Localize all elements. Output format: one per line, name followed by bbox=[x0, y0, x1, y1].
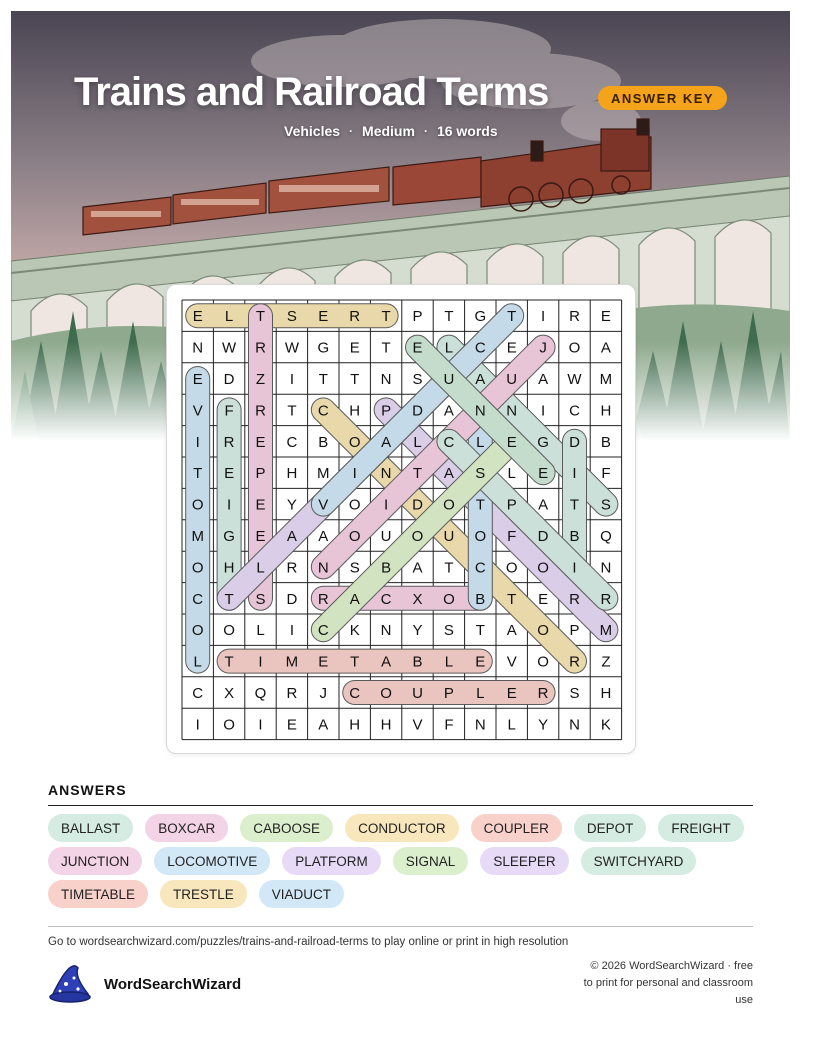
grid-letter[interactable]: I bbox=[289, 622, 294, 640]
grid-letter[interactable]: A bbox=[506, 622, 517, 640]
grid-letter[interactable]: P bbox=[381, 402, 392, 420]
grid-letter[interactable]: L bbox=[507, 716, 516, 734]
grid-letter[interactable]: O bbox=[568, 339, 581, 357]
grid-letter[interactable]: C bbox=[192, 685, 204, 702]
brand-name: WordSearchWizard bbox=[104, 975, 242, 993]
grid-letter[interactable]: A bbox=[286, 528, 297, 545]
grid-letter[interactable]: S bbox=[412, 371, 423, 388]
answers-list bbox=[48, 814, 753, 908]
grid-letter[interactable]: T bbox=[350, 371, 360, 388]
grid-letter[interactable]: E bbox=[349, 339, 360, 357]
grid-letter[interactable]: E bbox=[475, 653, 486, 671]
grid-letter[interactable]: T bbox=[318, 371, 328, 388]
answer-word-pill: LOCOMOTIVE bbox=[154, 847, 270, 875]
grid-letter[interactable]: S bbox=[475, 465, 486, 483]
grid-letter[interactable]: T bbox=[412, 465, 423, 483]
grid-letter[interactable]: E bbox=[538, 465, 549, 483]
grid-letter[interactable]: L bbox=[413, 433, 422, 451]
grid-letter[interactable]: R bbox=[255, 339, 266, 357]
puzzle-meta bbox=[284, 123, 498, 139]
grid-letter[interactable]: T bbox=[507, 590, 517, 608]
difficulty-label: Medium bbox=[362, 123, 415, 139]
grid-letter[interactable]: T bbox=[381, 339, 391, 357]
grid-letter[interactable]: E bbox=[506, 339, 517, 357]
footer-link-text[interactable]: Go to wordsearchwizard.com/puzzles/trains-and-railroad-terms to play online or print in high resolution bbox=[48, 936, 569, 948]
grid-letter[interactable]: H bbox=[286, 465, 298, 483]
grid-letter[interactable]: O bbox=[443, 590, 455, 608]
grid-letter[interactable]: L bbox=[507, 465, 516, 483]
grid-letter[interactable]: O bbox=[348, 528, 361, 545]
grid-letter[interactable]: G bbox=[317, 339, 330, 357]
grid-lines bbox=[182, 300, 622, 740]
separator-dot: · bbox=[423, 124, 428, 138]
grid-letter[interactable]: N bbox=[380, 465, 392, 483]
grid-letter[interactable]: L bbox=[193, 653, 202, 671]
grid-letter[interactable]: S bbox=[600, 496, 611, 514]
grid-letter[interactable]: P bbox=[443, 685, 454, 702]
grid-letter[interactable]: B bbox=[381, 559, 392, 577]
grid-letter[interactable]: D bbox=[286, 590, 298, 608]
grid-letter[interactable]: G bbox=[537, 433, 549, 451]
grid-letter[interactable]: O bbox=[223, 716, 235, 734]
grid-letter[interactable]: I bbox=[384, 496, 389, 514]
grid-letter[interactable]: B bbox=[412, 653, 423, 671]
grid-letter[interactable]: Q bbox=[600, 528, 612, 545]
grid-letter[interactable]: T bbox=[507, 308, 517, 326]
grid-letter[interactable]: R bbox=[349, 308, 361, 326]
grid-letter[interactable]: I bbox=[541, 402, 546, 420]
grid-letter[interactable]: C bbox=[317, 622, 329, 640]
grid-letter[interactable]: R bbox=[317, 590, 329, 608]
grid-letter[interactable]: B bbox=[318, 433, 329, 451]
grid-letter[interactable]: K bbox=[349, 622, 360, 640]
grid-letter[interactable]: C bbox=[349, 685, 361, 702]
grid-letter[interactable]: W bbox=[567, 371, 582, 388]
grid-letter[interactable]: V bbox=[412, 716, 423, 734]
grid-letter[interactable]: Z bbox=[255, 371, 266, 388]
grid-letter[interactable]: A bbox=[318, 528, 329, 545]
answer-word-pill: BALLAST bbox=[48, 814, 133, 842]
grid-letter[interactable]: W bbox=[284, 339, 299, 357]
divider bbox=[48, 805, 753, 806]
grid-letter[interactable]: T bbox=[569, 496, 580, 514]
answer-word-pill: COUPLER bbox=[471, 814, 562, 842]
grid-letter[interactable]: J bbox=[319, 685, 328, 702]
grid-letter[interactable]: L bbox=[224, 308, 234, 326]
grid-letter[interactable]: I bbox=[258, 716, 263, 734]
grid-letter[interactable]: T bbox=[444, 559, 454, 577]
grid-letter[interactable]: U bbox=[443, 371, 455, 388]
grid-letter[interactable]: O bbox=[443, 496, 455, 514]
grid-letter[interactable]: P bbox=[255, 465, 266, 483]
answer-word-pill: CONDUCTOR bbox=[345, 814, 459, 842]
grid-letter[interactable]: T bbox=[475, 496, 485, 514]
puzzle-card bbox=[166, 284, 636, 754]
grid-letter[interactable]: W bbox=[222, 339, 237, 357]
divider bbox=[48, 926, 753, 927]
grid-letter[interactable]: H bbox=[349, 716, 361, 734]
answer-word-pill: TRESTLE bbox=[160, 880, 247, 908]
grid-letter[interactable]: N bbox=[192, 339, 204, 357]
grid-letter[interactable]: J bbox=[539, 339, 547, 357]
grid-letter[interactable]: P bbox=[412, 308, 423, 326]
grid-letter[interactable]: I bbox=[195, 433, 200, 451]
grid-letter[interactable]: P bbox=[506, 496, 517, 514]
grid-letter[interactable]: N bbox=[506, 402, 518, 420]
grid-letter[interactable]: S bbox=[286, 308, 297, 326]
grid-letter[interactable]: S bbox=[349, 559, 360, 577]
grid-letter[interactable]: R bbox=[286, 559, 298, 577]
grid-letter[interactable]: O bbox=[348, 496, 361, 514]
answers-heading: ANSWERS bbox=[48, 782, 127, 798]
grid-letter[interactable]: R bbox=[569, 308, 580, 326]
grid-letter[interactable]: X bbox=[412, 590, 423, 608]
grid-letter[interactable]: H bbox=[349, 402, 361, 420]
grid-letter[interactable]: Y bbox=[286, 496, 297, 514]
grid-letter[interactable]: U bbox=[412, 685, 423, 702]
grid-letter[interactable]: A bbox=[443, 465, 454, 483]
grid-letter[interactable]: I bbox=[572, 559, 577, 577]
grid-letter[interactable]: U bbox=[380, 528, 392, 545]
grid-letter[interactable]: I bbox=[541, 308, 546, 326]
grid-letter[interactable]: E bbox=[318, 653, 329, 671]
grid-letter[interactable]: M bbox=[317, 465, 330, 483]
grid-letter[interactable]: A bbox=[538, 496, 549, 514]
grid-letter[interactable]: C bbox=[192, 590, 204, 608]
grid-letter[interactable]: F bbox=[224, 402, 234, 420]
grid-letter[interactable]: L bbox=[256, 622, 265, 640]
grid-letter[interactable]: O bbox=[191, 559, 204, 577]
answer-word-pill: CABOOSE bbox=[240, 814, 333, 842]
grid-letter[interactable]: Z bbox=[601, 653, 611, 671]
grid-letter[interactable]: A bbox=[381, 653, 392, 671]
grid-letter[interactable]: C bbox=[443, 433, 455, 451]
grid-letter[interactable]: A bbox=[443, 402, 454, 420]
grid-letter[interactable]: A bbox=[475, 371, 486, 388]
answer-word-pill: DEPOT bbox=[574, 814, 647, 842]
grid-letter[interactable]: R bbox=[569, 590, 580, 608]
grid-letter[interactable]: R bbox=[600, 590, 612, 608]
category-label: Vehicles bbox=[284, 123, 341, 139]
grid-letter[interactable]: H bbox=[600, 402, 612, 420]
grid-letter[interactable]: T bbox=[224, 590, 234, 608]
grid-letter[interactable]: L bbox=[476, 433, 485, 451]
grid-letter[interactable]: L bbox=[444, 653, 454, 671]
grid-letter[interactable]: A bbox=[600, 339, 611, 357]
grid-letter[interactable]: R bbox=[569, 653, 580, 671]
answer-word-pill: BOXCAR bbox=[145, 814, 228, 842]
grid-letter[interactable]: B bbox=[475, 590, 486, 608]
separator-dot: · bbox=[349, 124, 354, 138]
grid-letter[interactable]: S bbox=[255, 590, 266, 608]
grid-letter[interactable]: V bbox=[192, 402, 203, 420]
grid-letter[interactable]: E bbox=[255, 528, 266, 545]
grid-letter[interactable]: T bbox=[287, 402, 297, 420]
grid-letter[interactable]: I bbox=[572, 465, 577, 483]
grid-letter[interactable]: O bbox=[191, 622, 204, 640]
grid-letter[interactable]: D bbox=[223, 371, 235, 388]
grid-letter[interactable]: E bbox=[255, 496, 266, 514]
grid-letter[interactable]: V bbox=[318, 496, 329, 514]
grid-letter[interactable]: H bbox=[380, 716, 392, 734]
answer-word-pill: SIGNAL bbox=[393, 847, 469, 875]
grid-letter[interactable]: C bbox=[474, 559, 486, 577]
grid-letter[interactable]: Q bbox=[254, 685, 267, 702]
grid-letter[interactable]: I bbox=[289, 371, 294, 388]
grid-letter[interactable]: N bbox=[569, 716, 580, 734]
grid-letter[interactable]: V bbox=[506, 653, 517, 671]
grid-letter[interactable]: E bbox=[600, 308, 611, 326]
answer-key-badge: ANSWER KEY bbox=[598, 86, 727, 110]
grid-letter[interactable]: E bbox=[224, 465, 235, 483]
grid-letter[interactable]: E bbox=[255, 433, 266, 451]
grid-letter[interactable]: Y bbox=[538, 716, 549, 734]
grid-letter[interactable]: E bbox=[286, 716, 297, 734]
grid-letter[interactable]: E bbox=[506, 433, 517, 451]
grid-letter[interactable]: O bbox=[474, 528, 487, 545]
grid-letter[interactable]: X bbox=[224, 685, 235, 702]
grid-letter[interactable]: E bbox=[192, 308, 203, 326]
grid-letter[interactable]: E bbox=[318, 308, 329, 326]
answer-word-pill: PLATFORM bbox=[282, 847, 381, 875]
answer-word-pill: FREIGHT bbox=[658, 814, 743, 842]
grid-letter[interactable]: G bbox=[223, 528, 235, 545]
grid-letter[interactable]: B bbox=[569, 528, 580, 545]
page-title: Trains and Railroad Terms bbox=[74, 70, 549, 114]
grid-letter[interactable]: F bbox=[444, 716, 454, 734]
brand[interactable] bbox=[48, 964, 241, 1004]
word-search-grid[interactable] bbox=[167, 285, 635, 753]
grid-letter[interactable]: T bbox=[255, 308, 266, 326]
grid-letter[interactable]: O bbox=[380, 685, 392, 702]
grid-letter[interactable]: C bbox=[380, 590, 392, 608]
wizard-hat-icon bbox=[48, 964, 92, 1004]
answer-word-pill: SWITCHYARD bbox=[581, 847, 697, 875]
grid-letter[interactable]: C bbox=[474, 339, 486, 357]
grid-letter[interactable]: I bbox=[195, 716, 200, 734]
grid-letter[interactable]: D bbox=[412, 402, 423, 420]
grid-letter[interactable]: U bbox=[443, 528, 455, 545]
grid-letter[interactable]: R bbox=[255, 402, 266, 420]
grid-letter[interactable]: C bbox=[569, 402, 580, 420]
grid-letter[interactable]: L bbox=[476, 685, 485, 702]
answer-word-pill: SLEEPER bbox=[480, 847, 568, 875]
grid-letter[interactable]: D bbox=[412, 496, 423, 514]
answer-word-pill: TIMETABLE bbox=[48, 880, 148, 908]
grid-letter[interactable]: H bbox=[600, 685, 612, 702]
grid-letter[interactable]: O bbox=[505, 559, 518, 577]
grid-letter[interactable]: E bbox=[506, 685, 517, 702]
grid-letter[interactable]: N bbox=[474, 402, 486, 420]
grid-letter[interactable]: R bbox=[223, 433, 235, 451]
grid-letter[interactable]: N bbox=[380, 622, 392, 640]
grid-letter[interactable]: N bbox=[317, 559, 329, 577]
grid-letter[interactable]: S bbox=[569, 685, 580, 702]
copyright-text: © 2026 WordSearchWizard · free to print for personal and classroom use bbox=[583, 960, 753, 1006]
grid-letter[interactable]: O bbox=[223, 622, 235, 640]
grid-letter[interactable]: A bbox=[538, 371, 549, 388]
grid-letter[interactable]: E bbox=[412, 339, 423, 357]
grid-letter[interactable]: T bbox=[475, 622, 485, 640]
grid-letter[interactable]: E bbox=[192, 371, 203, 388]
grid-letter[interactable]: N bbox=[600, 559, 612, 577]
grid-letter[interactable]: I bbox=[227, 496, 232, 514]
grid-letter[interactable]: Y bbox=[412, 622, 423, 640]
grid-letter[interactable]: R bbox=[286, 685, 298, 702]
answer-word-pill: VIADUCT bbox=[259, 880, 344, 908]
grid-letter[interactable]: O bbox=[537, 653, 549, 671]
grid-letter[interactable]: F bbox=[507, 528, 517, 545]
grid-letter[interactable]: A bbox=[349, 590, 360, 608]
grid-letter[interactable]: E bbox=[538, 590, 549, 608]
grid-letter[interactable]: H bbox=[223, 559, 235, 577]
grid-letter[interactable]: O bbox=[348, 433, 361, 451]
grid-letter[interactable]: T bbox=[381, 308, 391, 326]
grid-letter[interactable]: L bbox=[444, 339, 454, 357]
grid-letter[interactable]: A bbox=[412, 559, 423, 577]
grid-letter[interactable]: M bbox=[285, 653, 299, 671]
grid-letter[interactable]: D bbox=[537, 528, 549, 545]
grid-letter[interactable]: U bbox=[506, 371, 518, 388]
grid-letter[interactable]: P bbox=[569, 622, 580, 640]
grid-letter[interactable]: O bbox=[411, 528, 424, 545]
grid-letter[interactable]: O bbox=[537, 559, 549, 577]
grid-letter[interactable]: L bbox=[256, 559, 265, 577]
grid-letter[interactable]: T bbox=[193, 465, 203, 483]
word-count-label: 16 words bbox=[436, 123, 498, 139]
grid-letter[interactable]: M bbox=[599, 622, 613, 640]
grid-letter[interactable]: C bbox=[286, 433, 298, 451]
grid-letter[interactable]: N bbox=[474, 716, 486, 734]
grid-letter[interactable]: M bbox=[191, 528, 204, 545]
answer-word-pill: JUNCTION bbox=[48, 847, 142, 875]
grid-letter[interactable]: F bbox=[601, 465, 611, 483]
grid-letter[interactable]: N bbox=[380, 371, 392, 388]
grid-letter[interactable]: O bbox=[537, 622, 549, 640]
grid-letter[interactable]: A bbox=[318, 716, 329, 734]
grid-letter[interactable]: M bbox=[599, 371, 613, 388]
grid-letter[interactable]: C bbox=[317, 402, 329, 420]
grid-letter[interactable]: I bbox=[352, 465, 357, 483]
grid-letter[interactable]: T bbox=[224, 653, 234, 671]
grid-letter[interactable]: O bbox=[191, 496, 204, 514]
grid-letter[interactable]: T bbox=[350, 653, 360, 671]
grid-letter[interactable]: D bbox=[569, 433, 580, 451]
grid-letter[interactable]: S bbox=[443, 622, 454, 640]
grid-letter[interactable]: I bbox=[258, 653, 263, 671]
grid-letter[interactable]: A bbox=[381, 433, 392, 451]
grid-letter[interactable]: G bbox=[474, 308, 487, 326]
grid-letter[interactable]: K bbox=[600, 716, 611, 734]
grid-letter[interactable]: R bbox=[537, 685, 549, 702]
grid-letter[interactable]: T bbox=[444, 308, 454, 326]
grid-letter[interactable]: B bbox=[600, 433, 611, 451]
